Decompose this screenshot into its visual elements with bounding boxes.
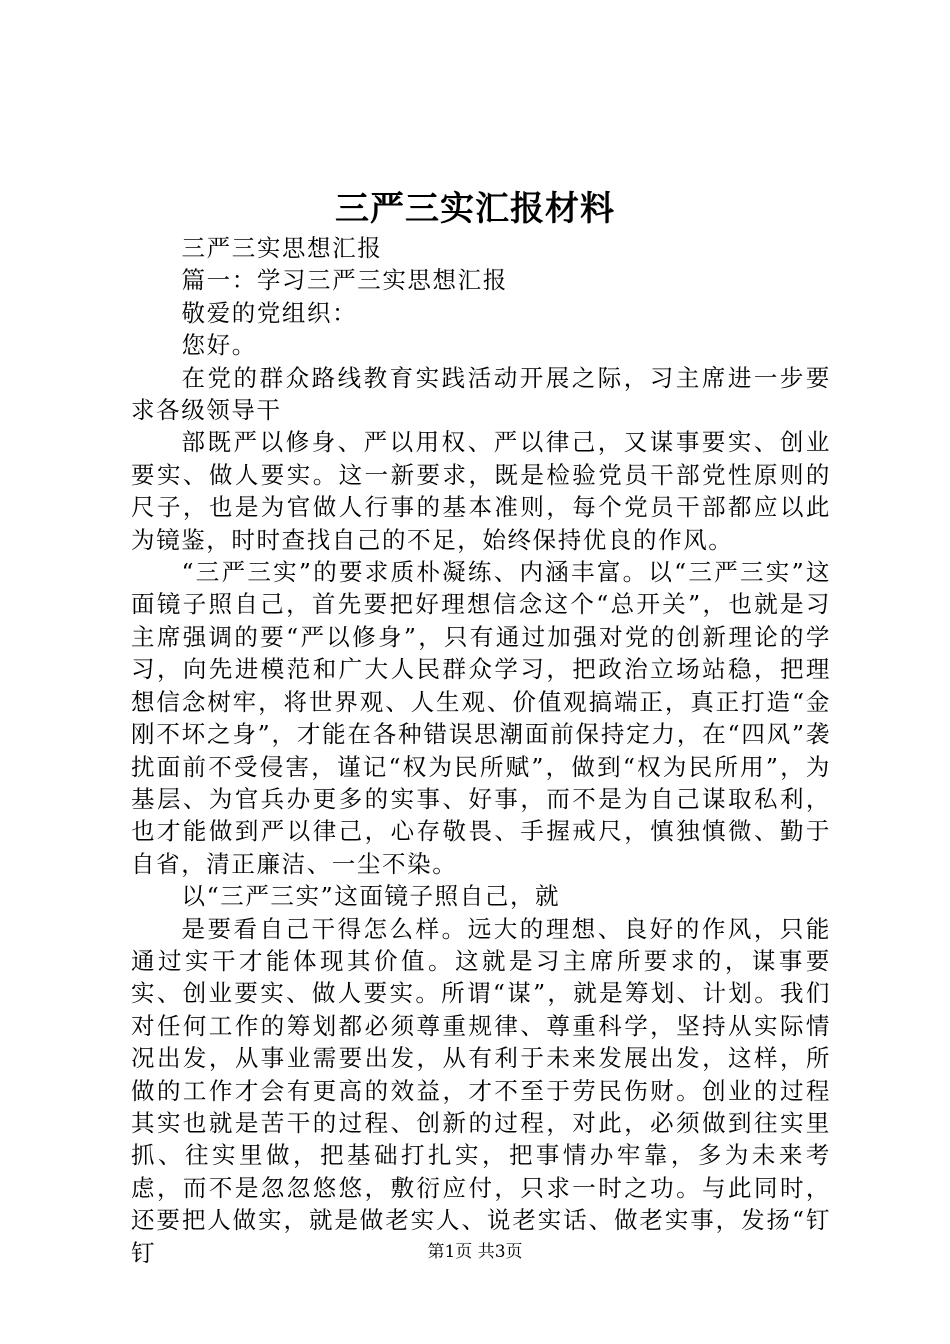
paragraph: 以“三严三实”这面镜子照自己，就 <box>181 882 561 911</box>
document-title: 三严三实汇报材料 <box>335 189 615 229</box>
paragraph: 部既严以修身、严以用权、严以律己，又谋事要实、创业要实、做人要实。这一新要求，既是检验党员干部党性原则的尺子，也是为官做人行事的基本准则，每个党员干部都应以此为镜鉴，时时查找自己的不足，始终保持优良的作风。 <box>131 428 831 554</box>
paragraph-greeting: 您好。 <box>181 331 257 360</box>
paragraph-heading: 三严三实思想汇报 <box>181 234 383 262</box>
paragraph-salutation: 敬爱的党组织： <box>181 298 358 327</box>
paragraph: 是要看自己干得怎么样。远大的理想、良好的作风，只能通过实干才能体现其价值。这就是习主席所要求的，谋事要实、创业要实、做人要实。所谓“谋”，就是筹划、计划。我们对任何工作的筹划都必须尊重规律、尊重科学，坚持从实际情况出发，从事业需要出发，从有利于未来发展出发，这样，所做的工作才会有更高的效益，才不至于劳民伤财。创业的过程其实也就是苦干的过程、创新的过程，对此，必须做到往实里抓、往实里做，把基础打扎实，把事情办牢靠，多为未来考虑，而不是忽忽悠悠，敷衍应付，只求一时之功。与此同时，还要把人做实，就是做老实人、说老实话、做老实事，发扬“钉钉 <box>131 914 831 1267</box>
page-footer: 第1页 共3页 <box>427 1242 523 1262</box>
paragraph: “三严三实”的要求质朴凝练、内涵丰富。以“三严三实”这面镜子照自己，首先要把好理想信念这个“总开关”，也就是习主席强调的要“严以修身”，只有通过加强对党的创新理论的学习，向先进模范和广大人民群众学习，把政治立场站稳，把理想信念树牢，将世界观、人生观、价值观搞端正，真正打造“金刚不坏之身”，才能在各种错误思潮面前保持定力，在“四风”袭扰面前不受侵害，谨记“权为民所赋”，做到“权为民所用”，为基层、为官兵办更多的实事、好事，而不是为自己谋取私利，也才能做到严以律己，心存敬畏、手握戒尺，慎独慎微、勤于自省，清正廉洁、一尘不染。 <box>131 558 831 878</box>
paragraph-subheading: 篇一：学习三严三实思想汇报 <box>181 266 508 295</box>
paragraph: 在党的群众路线教育实践活动开展之际，习主席进一步要求各级领导干 <box>131 363 831 425</box>
document-body <box>131 232 831 1269</box>
